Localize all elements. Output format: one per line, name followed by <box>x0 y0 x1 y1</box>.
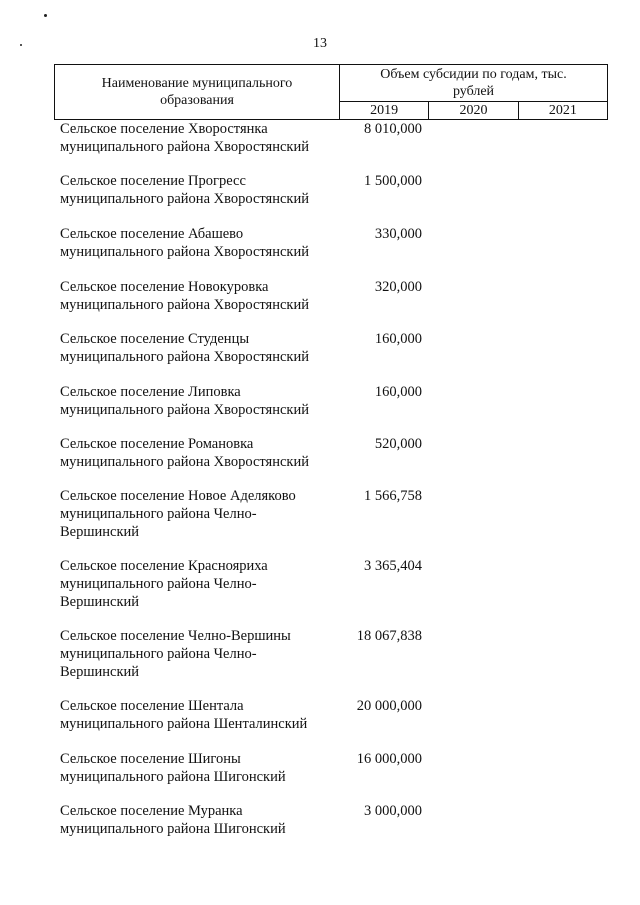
municipality-name-line: Сельское поселение Краснояриха <box>60 558 268 574</box>
municipality-name-line: муниципального района Челно- <box>60 506 257 522</box>
subsidy-2019-value: 520,000 <box>374 436 422 452</box>
subsidy-2019-value: 330,000 <box>374 226 422 242</box>
municipality-name-line: муниципального района Хворостянский <box>60 244 309 260</box>
municipality-name-line: муниципального района Челно- <box>60 576 257 592</box>
municipality-name-line: Сельское поселение Новокуровка <box>60 279 269 295</box>
subsidy-2019-value: 1 500,000 <box>364 173 422 189</box>
municipality-name-line: Сельское поселение Романовка <box>60 436 254 452</box>
year-header-2021: 2021 <box>518 102 607 120</box>
page-number: 13 <box>313 36 327 51</box>
municipality-name-line: Сельское поселение Студенцы <box>60 331 250 347</box>
municipality-name-line: Сельское поселение Липовка <box>60 384 241 400</box>
subsidy-2019-value: 3 365,404 <box>364 558 422 574</box>
municipality-name-line: муниципального района Шигонский <box>60 821 286 837</box>
municipality-name-line: Вершинский <box>60 524 140 540</box>
municipality-name-line: Сельское поселение Хворостянка <box>60 121 268 137</box>
municipality-name-line: Сельское поселение Прогресс <box>60 173 246 189</box>
subsidy-table-header <box>54 64 608 120</box>
municipality-name-line: Сельское поселение Шигоны <box>60 751 241 767</box>
municipality-name <box>60 278 340 314</box>
municipality-name-line: муниципального района Хворостянский <box>60 402 309 418</box>
municipality-name-line: Вершинский <box>60 594 140 610</box>
municipality-name-line: муниципального района Челно- <box>60 646 257 662</box>
municipality-name-line: Сельское поселение Муранка <box>60 803 243 819</box>
municipality-name-line: муниципального района Хворостянский <box>60 139 309 155</box>
municipality-name <box>60 487 340 541</box>
municipality-name-line: муниципального района Хворостянский <box>60 191 309 207</box>
subsidy-2019-value: 16 000,000 <box>356 751 422 767</box>
municipality-name-line: муниципального района Хворостянский <box>60 454 309 470</box>
municipality-name <box>60 120 340 156</box>
municipality-name <box>60 627 340 681</box>
subsidy-2019-value: 8 010,000 <box>364 121 422 137</box>
municipality-name <box>60 802 340 838</box>
subsidy-2019-value: 3 000,000 <box>364 803 422 819</box>
municipality-name <box>60 435 340 471</box>
municipality-name <box>60 750 340 786</box>
subsidy-2019-value: 18 067,838 <box>356 628 422 644</box>
subsidy-2019-value: 1 566,758 <box>364 488 422 504</box>
municipality-name-line: муниципального района Хворостянский <box>60 349 309 365</box>
subsidy-2019-value: 160,000 <box>374 384 422 400</box>
municipality-name <box>60 225 340 261</box>
subsidy-volume-column-header: Объем субсидии по годам, тыс. рублей <box>340 65 608 102</box>
municipality-name-line: Сельское поселение Челно-Вершины <box>60 628 291 644</box>
scan-speck <box>44 14 47 17</box>
municipality-name <box>60 697 340 733</box>
municipality-name-line: муниципального района Хворостянский <box>60 297 309 313</box>
municipality-name <box>60 557 340 611</box>
subsidy-2019-value: 320,000 <box>374 279 422 295</box>
subsidy-2019-value: 20 000,000 <box>356 698 422 714</box>
municipality-name-line: Сельское поселение Новое Аделяково <box>60 488 296 504</box>
municipality-name-line: муниципального района Шенталинский <box>60 716 308 732</box>
municipality-name <box>60 172 340 208</box>
year-header-2020: 2020 <box>429 102 518 120</box>
municipality-name <box>60 383 340 419</box>
municipality-name-line: Сельское поселение Шентала <box>60 698 244 714</box>
year-header-2019: 2019 <box>340 102 429 120</box>
municipality-name-line: Сельское поселение Абашево <box>60 226 244 242</box>
municipality-name-line: Вершинский <box>60 664 140 680</box>
municipality-name-line: муниципального района Шигонский <box>60 769 286 785</box>
municipality-name <box>60 330 340 366</box>
subsidy-2019-value: 160,000 <box>374 331 422 347</box>
municipality-column-header: Наименование муниципального образования <box>55 65 340 120</box>
